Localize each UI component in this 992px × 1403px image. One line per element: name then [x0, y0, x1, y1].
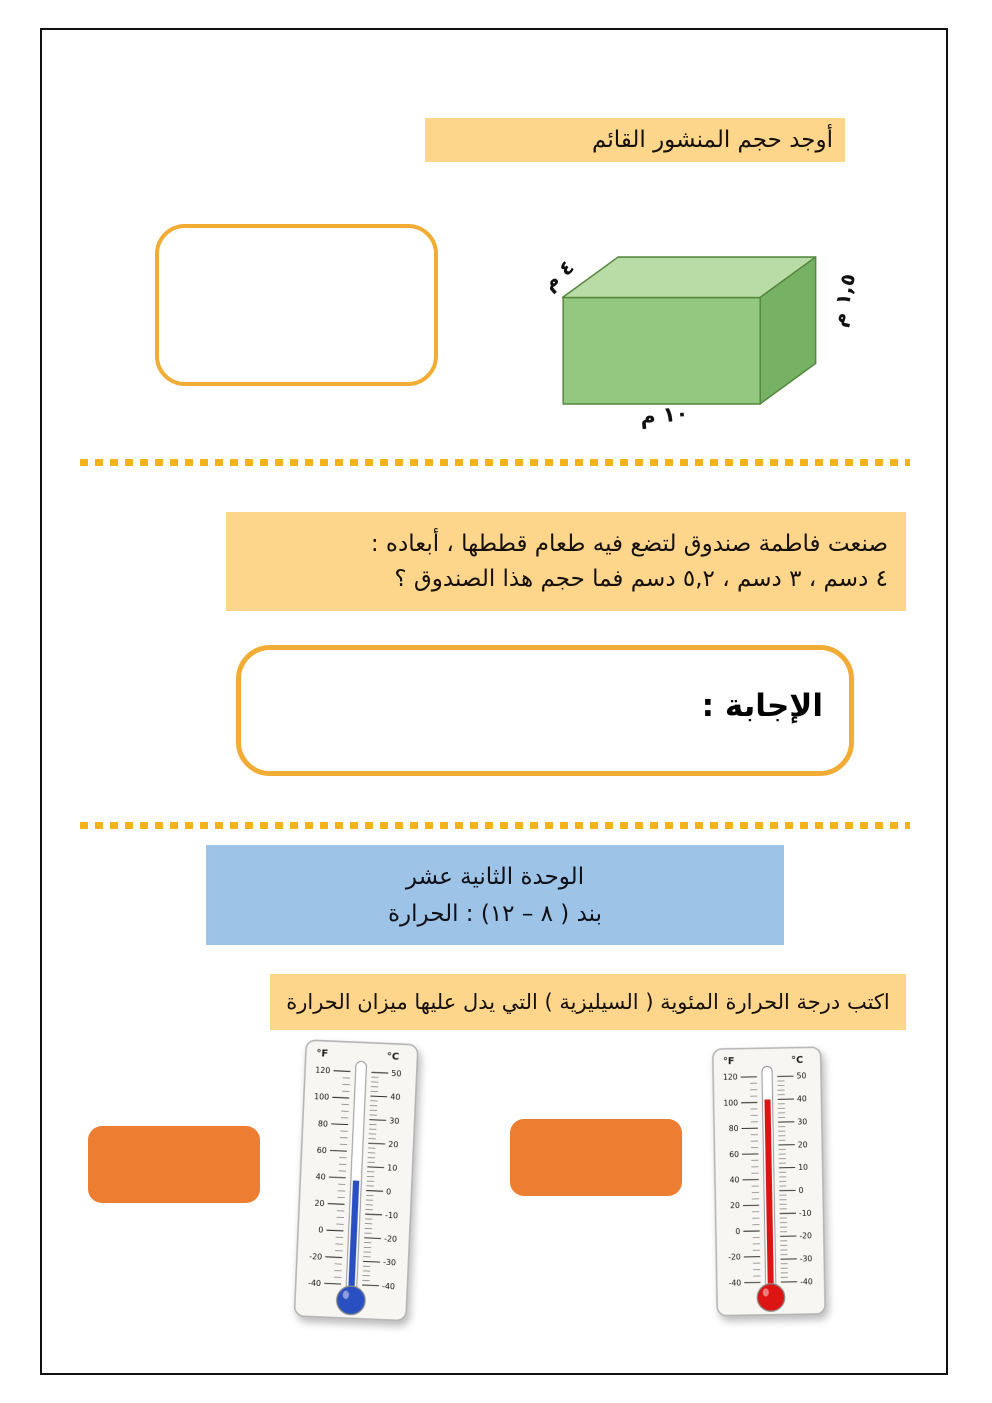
svg-text:40: 40: [729, 1175, 740, 1185]
svg-text:60: 60: [729, 1149, 740, 1160]
svg-text:0: 0: [798, 1185, 804, 1195]
celsius-answer-box-right: [510, 1119, 682, 1196]
svg-text:40: 40: [796, 1094, 807, 1104]
svg-text:-40: -40: [728, 1278, 742, 1288]
blue-thermometer: [291, 1038, 421, 1330]
question2-line1: صنعت فاطمة صندوق لتضع فيه طعام قططها ، أبعاده :: [370, 531, 888, 557]
svg-text:0: 0: [318, 1225, 324, 1235]
question3-instruction-text: اكتب درجة الحرارة المئوية ( السيليزية ) التي يدل عليها ميزان الحرارة: [286, 990, 890, 1014]
svg-text:30: 30: [797, 1117, 808, 1127]
red-thermometer: [710, 1045, 829, 1324]
question3-instruction-box: [270, 974, 906, 1030]
svg-text:°F: °F: [722, 1055, 735, 1068]
svg-text:20: 20: [730, 1201, 740, 1211]
svg-text:100: 100: [723, 1098, 739, 1108]
svg-text:-20: -20: [799, 1231, 812, 1241]
svg-text:20: 20: [797, 1140, 808, 1150]
celsius-answer-box-left: [88, 1126, 260, 1203]
svg-text:-10: -10: [385, 1210, 399, 1221]
svg-text:40: 40: [315, 1172, 326, 1182]
svg-text:50: 50: [796, 1071, 807, 1081]
svg-text:°C: °C: [386, 1051, 400, 1063]
svg-text:120: 120: [315, 1065, 331, 1076]
svg-text:80: 80: [317, 1119, 329, 1129]
svg-text:30: 30: [389, 1116, 400, 1126]
question2-text-box: [226, 512, 906, 611]
answer-label: الإجابة :: [701, 688, 823, 724]
dotted-divider-1: [80, 459, 910, 466]
unit-header-box: [206, 845, 784, 945]
svg-text:40: 40: [390, 1092, 401, 1103]
svg-text:10: 10: [387, 1163, 398, 1173]
svg-text:-30: -30: [799, 1254, 813, 1264]
svg-text:-40: -40: [307, 1278, 322, 1288]
svg-text:-40: -40: [381, 1281, 396, 1292]
svg-text:-10: -10: [798, 1208, 812, 1218]
svg-text:20: 20: [314, 1198, 325, 1209]
svg-text:0: 0: [386, 1187, 392, 1197]
unit-item: بند ( ١٢‎ – ‎٨) : الحرارة: [387, 900, 603, 927]
prism-figure: [562, 252, 818, 406]
svg-text:120: 120: [722, 1072, 738, 1083]
answer-box: [236, 645, 854, 776]
svg-text:60: 60: [316, 1145, 328, 1156]
svg-text:-20: -20: [309, 1251, 323, 1262]
svg-text:100: 100: [313, 1092, 330, 1102]
unit-title: الوحدة الثانية عشر: [405, 863, 585, 890]
svg-text:°C: °C: [791, 1054, 804, 1066]
prism-height-label: ١,٥ م: [825, 271, 861, 329]
svg-text:°F: °F: [316, 1048, 329, 1060]
prism-depth-label: ٤ م: [537, 254, 579, 296]
svg-text:10: 10: [798, 1162, 809, 1173]
svg-text:-20: -20: [383, 1234, 398, 1244]
svg-text:0: 0: [735, 1226, 741, 1237]
svg-text:50: 50: [391, 1069, 402, 1079]
svg-text:-40: -40: [800, 1277, 813, 1287]
dotted-divider-2: [80, 822, 910, 829]
question1-title-box: [425, 118, 845, 162]
prism-width-label: ١٠ م: [639, 400, 690, 430]
svg-text:20: 20: [388, 1139, 399, 1150]
question1-title-text: أوجد حجم المنشور القائم: [592, 127, 833, 153]
svg-text:-20: -20: [728, 1252, 741, 1262]
svg-text:80: 80: [728, 1124, 739, 1134]
svg-text:-30: -30: [382, 1257, 397, 1268]
question2-line2: ٤ دسم ، ٣ دسم ، ٥,٢ دسم فما حجم هذا الصندوق ؟: [394, 566, 888, 592]
volume-answer-box: [155, 224, 438, 386]
